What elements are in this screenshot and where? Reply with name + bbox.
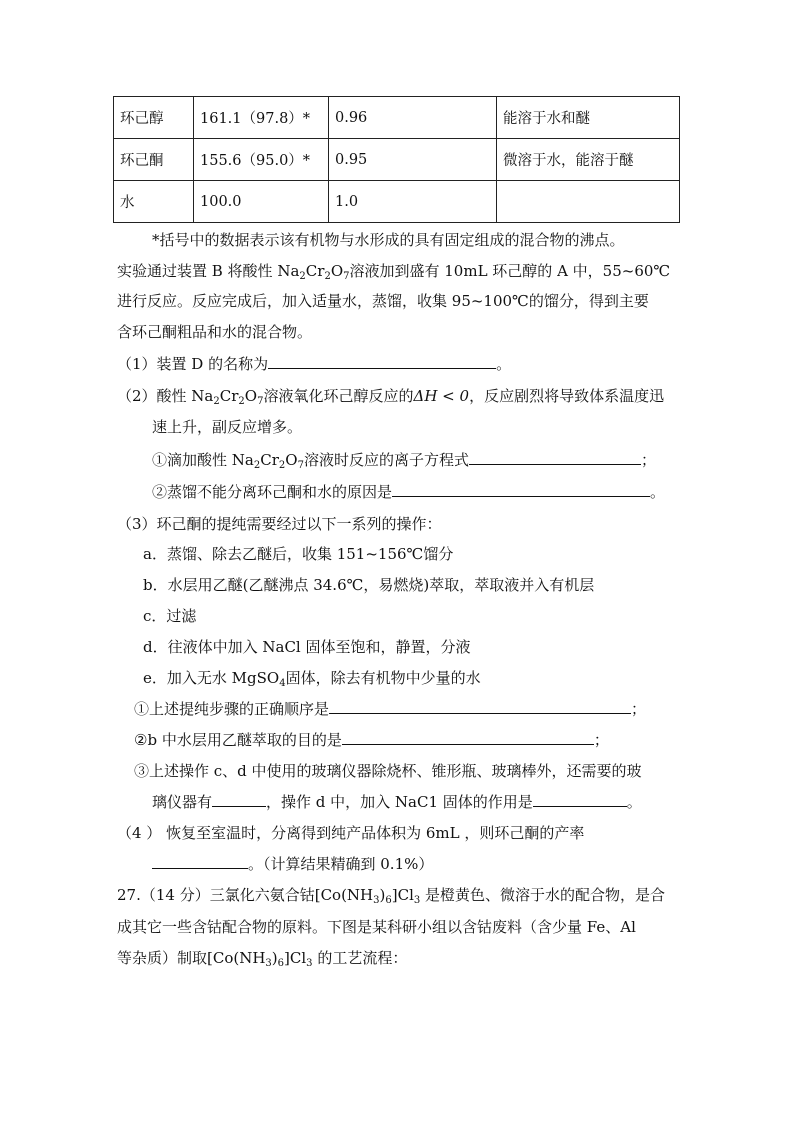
answer-blank[interactable] xyxy=(392,481,650,497)
table-cell: 0.96 xyxy=(329,97,497,139)
operation-d: d．往液体中加入 NaCl 固体至饱和，静置，分液 xyxy=(143,638,471,656)
table-footnote: *括号中的数据表示该有机物与水形成的具有固定组成的混合物的沸点。 xyxy=(152,231,625,249)
properties-table xyxy=(113,96,680,223)
answer-blank[interactable] xyxy=(533,791,627,807)
answer-blank[interactable] xyxy=(469,449,641,465)
question-1: （1）装置 D 的名称为 。 xyxy=(117,355,512,373)
table-cell: 环己酮 xyxy=(114,139,194,181)
answer-blank[interactable] xyxy=(268,353,496,369)
question-2: （2）酸性 $Na_2Cr_2O_7$溶液氧化环己醇反应的ΔH < 0，反应剧烈将导致体系温度迅 xyxy=(117,387,665,407)
table-row xyxy=(114,97,680,139)
operation-c: c．过滤 xyxy=(143,607,197,625)
table-row xyxy=(114,139,680,181)
operation-e: e．加入无水 MgSO$_4$固体，除去有机物中少量的水 xyxy=(143,669,481,689)
question-3: （3）环己酮的提纯需要经过以下一系列的操作： xyxy=(117,515,442,533)
answer-blank[interactable] xyxy=(342,729,594,745)
paragraph-line: 速上升，副反应增多。 xyxy=(152,418,303,436)
paragraph-line: 成其它一些含钴配合物的原料。下图是某科研小组以含钴废料（含少量 Fe、Al xyxy=(117,918,636,936)
paragraph-line: 实验通过装置 B 将酸性 $Na_2Cr_2O_7$溶液加到盛有 10mL 环己醇的 A 中，55~60℃ xyxy=(117,262,671,282)
operation-a: a．蒸馏、除去乙醚后，收集 151~156℃馏分 xyxy=(143,545,454,563)
table-cell: 100.0 xyxy=(194,181,329,223)
question-2-part-2: ②蒸馏不能分离环己酮和水的原因是 。 xyxy=(152,483,666,501)
operation-b: b．水层用乙醚(乙醚沸点 34.6℃，易燃烧)萃取，萃取液并入有机层 xyxy=(143,576,595,594)
answer-blank[interactable] xyxy=(329,698,631,714)
table-cell xyxy=(497,181,680,223)
table-cell: 微溶于水，能溶于醚 xyxy=(497,139,680,181)
question-27: 27.（14 分）三氯化六氨合钴$[Co(NH_3)_6]Cl_3$ 是橙黄色、微溶于水的配合物，是合 xyxy=(117,886,666,906)
table-cell: 环己醇 xyxy=(114,97,194,139)
question-3-part-1: ①上述提纯步骤的正确顺序是 ； xyxy=(134,700,647,718)
paragraph-line: 含环己酮粗品和水的混合物。 xyxy=(117,323,313,341)
table-row xyxy=(114,181,680,223)
table-cell: 水 xyxy=(114,181,194,223)
question-2-part-1: ①滴加酸性 $Na_2Cr_2O_7$溶液时反应的离子方程式 ； xyxy=(152,451,656,471)
question-4: （4 ） 恢复至室温时，分离得到纯产品体积为 6mL ，则环己酮的产率 xyxy=(117,824,585,842)
paragraph-line: 进行反应。反应完成后，加入适量水，蒸馏，收集 95~100℃的馏分，得到主要 xyxy=(117,292,649,310)
table-cell: 0.95 xyxy=(329,139,497,181)
table-cell: 能溶于水和醚 xyxy=(497,97,680,139)
paragraph-line: 。（计算结果精确到 0.1%） xyxy=(152,853,433,875)
question-3-part-3: ③上述操作 c、d 中使用的玻璃仪器除烧杯、锥形瓶、玻璃棒外，还需要的玻 xyxy=(134,762,642,780)
table-cell: 1.0 xyxy=(329,181,497,223)
paragraph-line: 等杂质）制取$[Co(NH_3)_6]Cl_3$ 的工艺流程： xyxy=(117,949,408,969)
paragraph-line: 璃仪器有 ，操作 d 中，加入 NaC1 固体的作用是 。 xyxy=(152,793,642,811)
table-cell: 161.1（97.8）* xyxy=(194,97,329,139)
question-3-part-2: ②b 中水层用乙醚萃取的目的是 ； xyxy=(134,731,609,749)
answer-blank[interactable] xyxy=(152,853,248,869)
table-cell: 155.6（95.0）* xyxy=(194,139,329,181)
answer-blank[interactable] xyxy=(212,791,266,807)
